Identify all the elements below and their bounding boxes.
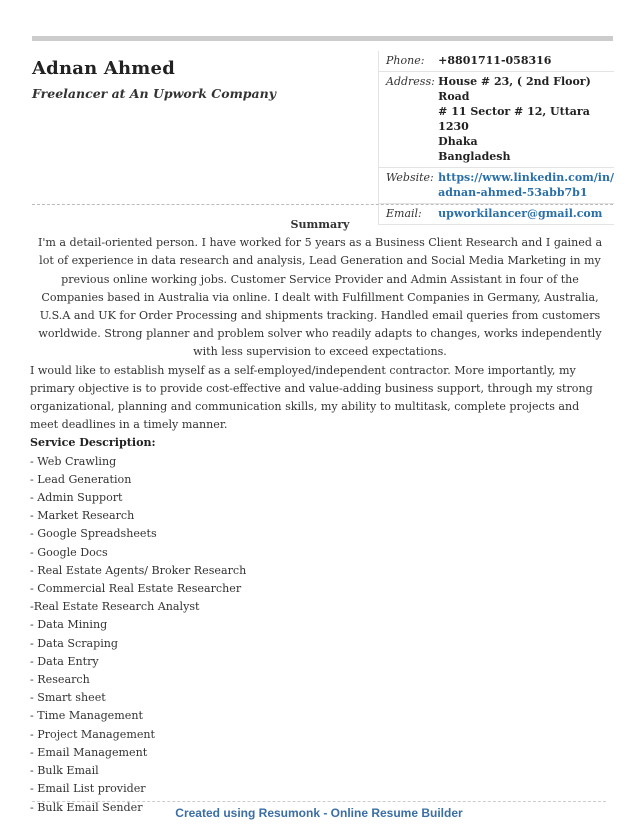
contact-value [438, 72, 614, 168]
service-item: - Research [30, 673, 90, 687]
service-list [30, 453, 610, 817]
contact-label: Website: [379, 168, 439, 204]
service-item: - Email Management [30, 745, 148, 759]
footer-credit-link[interactable]: Created using Resumonk - Online Resume Builder [175, 806, 463, 820]
section-divider [32, 204, 613, 205]
contact-value-line: upworkilancer@gmail.com [438, 207, 603, 220]
contact-value-line: House # 23, ( 2nd Floor) Road [438, 75, 591, 103]
resume-tagline: Freelancer at An Upwork Company [32, 86, 276, 101]
contact-value-line: Bangladesh [438, 150, 511, 163]
resume-body [30, 216, 610, 817]
contact-value-line: +8801711-058316 [438, 54, 552, 67]
contact-link[interactable] [438, 168, 614, 204]
contact-value-line: # 11 Sector # 12, Uttara 1230 [438, 105, 590, 133]
service-item: - Data Entry [30, 654, 99, 668]
service-item: - Bulk Email Sender [30, 800, 143, 814]
service-item: - Admin Support [30, 491, 123, 505]
contact-table [378, 51, 614, 225]
objective-paragraph: I would like to establish myself as a self-employed/independent contractor. More importantly, my primary objective is to provide cost-effective and value-adding business support, through my strong organizational, planning and communication skills, my ability to multitask, complete projects and meet deadlines in a timely manner. [30, 363, 593, 432]
service-item: - Google Docs [30, 545, 108, 559]
service-item: - Email List provider [30, 782, 146, 796]
service-description-title: Service Description: [30, 436, 156, 450]
contact-row [379, 168, 615, 204]
service-item: - Lead Generation [30, 472, 132, 486]
contact-label: Address: [379, 72, 439, 168]
contact-value [438, 51, 614, 72]
service-item: - Data Scraping [30, 636, 119, 650]
service-item: - Market Research [30, 509, 135, 523]
contact-label: Phone: [379, 51, 439, 72]
contact-value-line: https://www.linkedin.com/in/ [438, 171, 614, 184]
service-item: - Smart sheet [30, 691, 106, 705]
contact-row [379, 72, 615, 168]
service-item: - Real Estate Agents/ Broker Research [30, 563, 247, 577]
resume-name: Adnan Ahmed [32, 58, 175, 79]
service-item: -Real Estate Research Analyst [30, 600, 200, 614]
service-item: - Time Management [30, 709, 143, 723]
footer-divider [32, 801, 606, 802]
service-item: - Web Crawling [30, 454, 117, 468]
service-item: - Data Mining [30, 618, 108, 632]
service-item: - Google Spreadsheets [30, 527, 157, 541]
service-item: - Commercial Real Estate Researcher [30, 582, 242, 596]
contact-row [379, 51, 615, 72]
contact-value-line: adnan-ahmed-53abb7b1 [438, 186, 588, 199]
service-item: - Bulk Email [30, 764, 99, 778]
summary-title: Summary [290, 218, 350, 231]
contact-value-line: Dhaka [438, 135, 478, 148]
header-top-bar [32, 36, 613, 41]
summary-text: I'm a detail-oriented person. I have worked for 5 years as a Business Client Research and I gained a lot of experience in data research and analysis, Lead Generation and Social Media Marketing in my previous online working jobs. Customer Service Provider and Admin Assistant in four of the Companies based in Australia via online. I dealt with Fulfillment Companies in Germany, Australia, U.S.A and UK for Order Processing and shipments tracking. Handled email queries from customers worldwide. Strong planner and problem solver who readily adapts to changes, works independently with less supervision to exceed expectations. [37, 236, 603, 359]
contact-label: Email: [379, 204, 439, 225]
service-item: - Project Management [30, 727, 156, 741]
